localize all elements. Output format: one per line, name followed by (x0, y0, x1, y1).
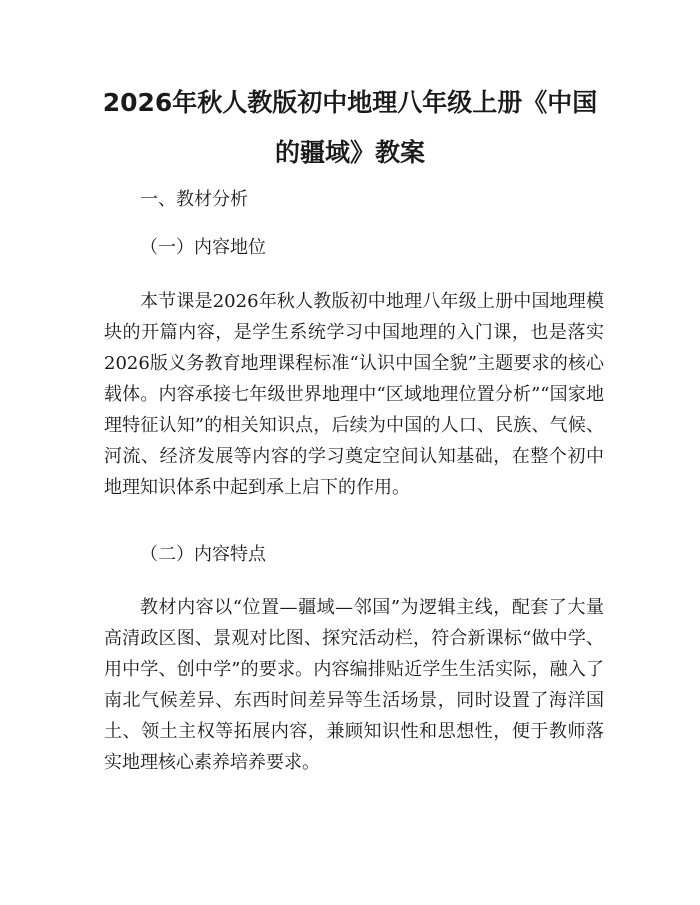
paragraph-content-position: 本节课是2026年秋人教版初中地理八年级上册中国地理模块的开篇内容，是学生系统学习中国地理的入门课，也是落实2026版义务教育地理课程标准“认识中国全貌”主题要求的核心载体。内容承接七年级世界地理中“区域地理位置分析”“国家地理特征认知”的相关知识点，后续为中国的人口、民族、气候、河流、经济发展等内容的学习奠定空间认知基础，在整个初中地理知识体系中起到承上启下的作用。 (104, 291, 604, 498)
paragraph-content-features: 教材内容以“位置—疆域—邻国”为逻辑主线，配套了大量高清政区图、景观对比图、探究活动栏，符合新课标“做中学、用中学、创中学”的要求。内容编排贴近学生生活实际，融入了南北气候差异、东西时间差异等生活场景，同时设置了海洋国土、领土主权等拓展内容，兼顾知识性和思想性，便于教师落实地理核心素养培养要求。 (104, 597, 604, 773)
subsection-heading-content-position: （一）内容地位 (140, 237, 266, 258)
document-title: 2026年秋人教版初中地理八年级上册《中国的疆域》教案 (102, 88, 598, 167)
section-heading-textbook-analysis: 一、教材分析 (140, 189, 248, 210)
subsection-heading-content-features: （二）内容特点 (140, 544, 266, 565)
